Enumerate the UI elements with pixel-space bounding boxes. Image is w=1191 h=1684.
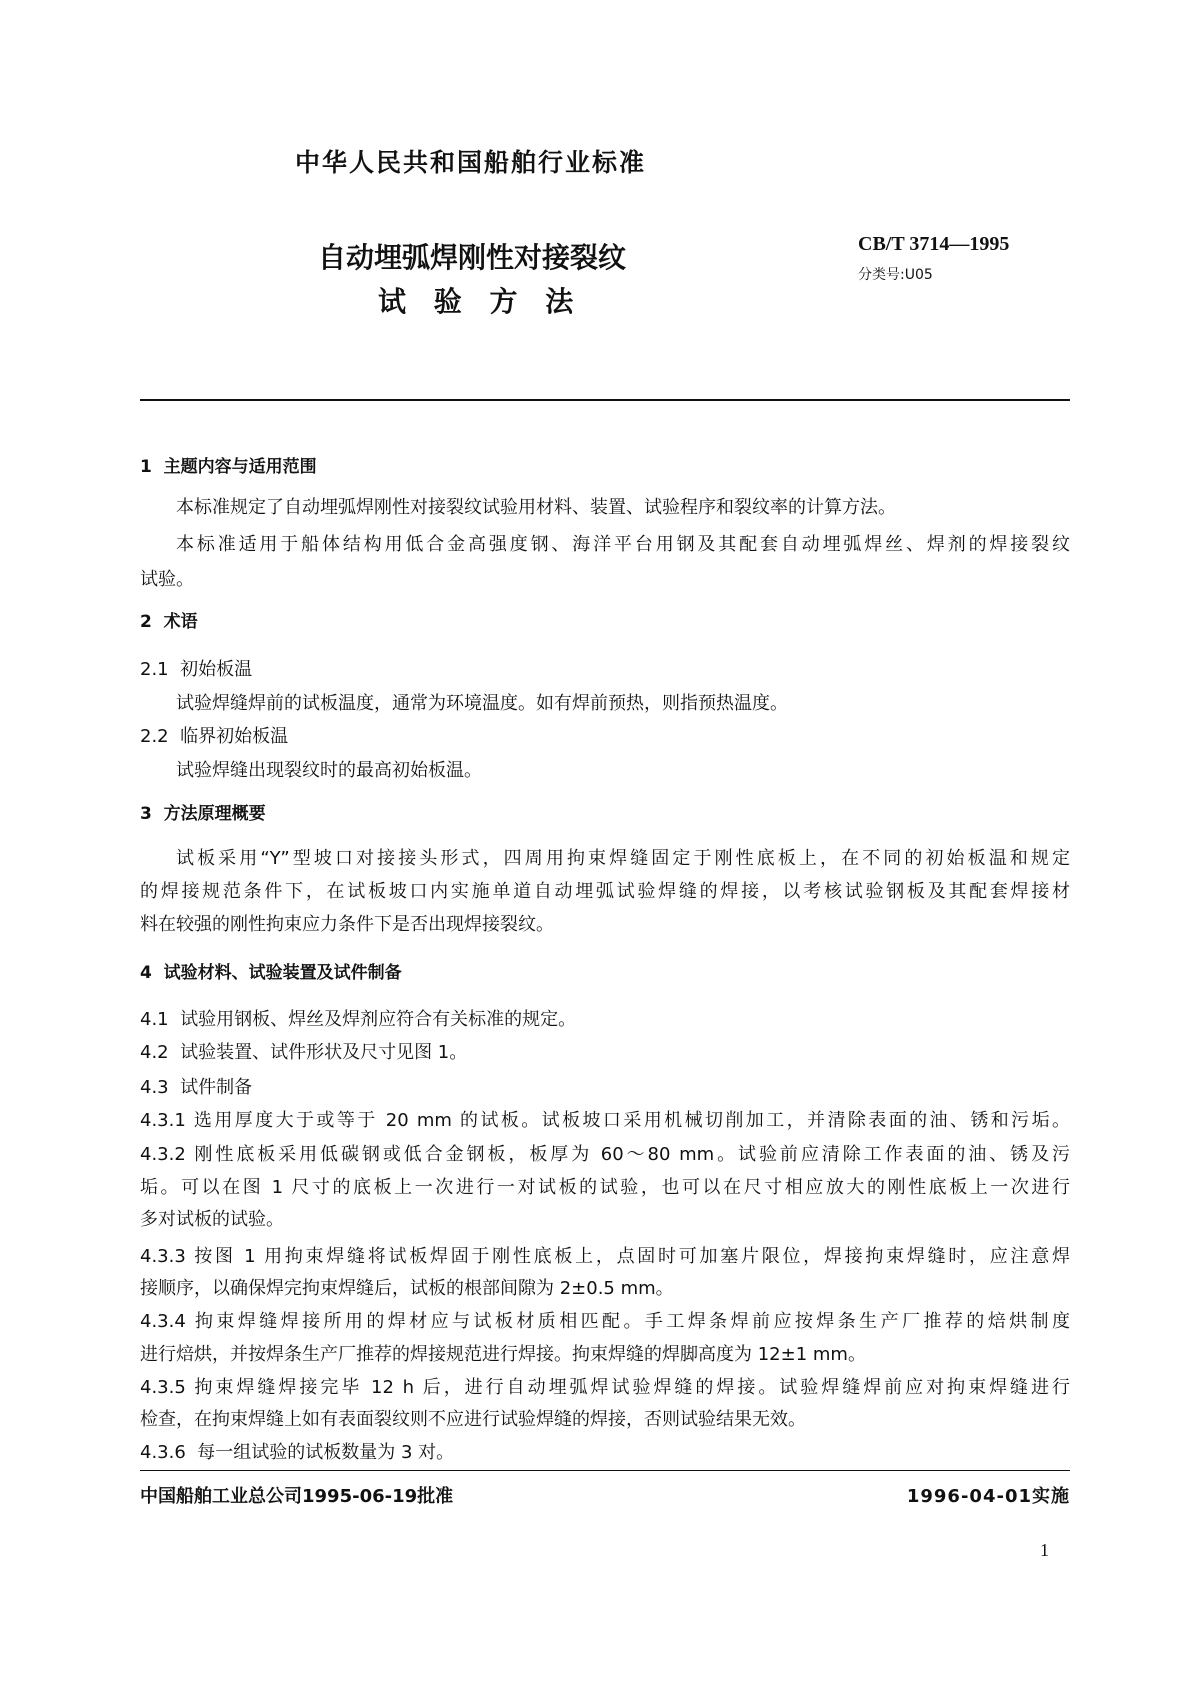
clause: 4.2 试验装置、试件形状及尺寸见图 1。 — [140, 1042, 468, 1063]
effective-date: 1996-04-01实施 — [906, 1486, 1070, 1507]
header-divider — [140, 399, 1070, 401]
section-3-heading: 3 方法原理概要 — [140, 804, 266, 824]
paragraph: 本标准规定了自动埋弧焊刚性对接裂纹试验用材料、装置、试验程序和裂纹率的计算方法。 — [176, 497, 896, 518]
clause: 4.3.5 拘束焊缝焊接完毕 12 h 后，进行自动埋弧焊试验焊缝的焊接。试验焊缝焊前应对拘束焊缝进行 — [140, 1377, 1070, 1398]
clause: 4.1 试验用钢板、焊丝及焊剂应符合有关标准的规定。 — [140, 1009, 577, 1030]
approval-statement: 中国船舶工业总公司1995-06-19批准 — [140, 1486, 454, 1507]
term-title: 2.2 临界初始板温 — [140, 726, 289, 747]
clause: 垢。可以在图 1 尺寸的底板上一次进行一对试板的试验，也可以在尺寸相应放大的刚性底板上一次进行 — [140, 1177, 1070, 1198]
paragraph: 的焊接规范条件下，在试板坡口内实施单道自动埋弧试验焊缝的焊接，以考核试验钢板及其配套焊接材 — [140, 881, 1070, 902]
paragraph: 料在较强的刚性拘束应力条件下是否出现焊接裂纹。 — [140, 914, 554, 935]
term-definition: 试验焊缝出现裂纹时的最高初始板温。 — [176, 760, 482, 781]
section-4-heading: 4 试验材料、试验装置及试件制备 — [140, 963, 402, 983]
clause: 接顺序，以确保焊完拘束焊缝后，试板的根部间隙为 2±0.5 mm。 — [140, 1278, 674, 1299]
clause: 进行焙烘，并按焊条生产厂推荐的焊接规范进行焊接。拘束焊缝的焊脚高度为 12±1 mm。 — [140, 1344, 866, 1365]
paragraph: 试验。 — [140, 569, 194, 590]
clause: 4.3.3 按图 1 用拘束焊缝将试板焊固于刚性底板上，点固时可加塞片限位，焊接拘束焊缝时，应注意焊 — [140, 1246, 1070, 1267]
footer-divider — [140, 1470, 1070, 1471]
paragraph: 试板采用“Y”型坡口对接接头形式，四周用拘束焊缝固定于刚性底板上，在不同的初始板温和规定 — [176, 848, 1070, 869]
standard-number: CB/T 3714—1995 — [858, 233, 1010, 255]
clause: 4.3.1 选用厚度大于或等于 20 mm 的试板。试板坡口采用机械切削加工，并清除表面的油、锈和污垢。 — [140, 1110, 1070, 1131]
clause: 4.3.2 刚性底板采用低碳钢或低合金钢板，板厚为 60～80 mm。试验前应清除工作表面的油、锈及污 — [140, 1144, 1070, 1165]
term-title: 2.1 初始板温 — [140, 659, 253, 680]
paragraph: 本标准适用于船体结构用低合金高强度钢、海洋平台用钢及其配套自动埋弧焊丝、焊剂的焊接裂纹 — [176, 534, 1070, 555]
org-standard-heading: 中华人民共和国船舶行业标准 — [295, 148, 647, 177]
title-line-1: 自动埋弧焊刚性对接裂纹 — [318, 241, 627, 274]
term-definition: 试验焊缝焊前的试板温度，通常为环境温度。如有焊前预热，则指预热温度。 — [176, 693, 788, 714]
section-1-heading: 1 主题内容与适用范围 — [140, 457, 317, 477]
classification-code: 分类号:U05 — [858, 267, 933, 283]
clause: 检查，在拘束焊缝上如有表面裂纹则不应进行试验焊缝的焊接，否则试验结果无效。 — [140, 1409, 806, 1430]
title-line-2: 试 验 方 法 — [378, 285, 574, 318]
section-2-heading: 2 术语 — [140, 612, 198, 632]
clause: 4.3.6 每一组试验的试板数量为 3 对。 — [140, 1442, 455, 1463]
clause: 多对试板的试验。 — [140, 1209, 284, 1230]
page-number: 1 — [1040, 1540, 1049, 1560]
clause: 4.3.4 拘束焊缝焊接所用的焊材应与试板材质相匹配。手工焊条焊前应按焊条生产厂推荐的焙烘制度 — [140, 1311, 1070, 1332]
clause: 4.3 试件制备 — [140, 1077, 253, 1098]
